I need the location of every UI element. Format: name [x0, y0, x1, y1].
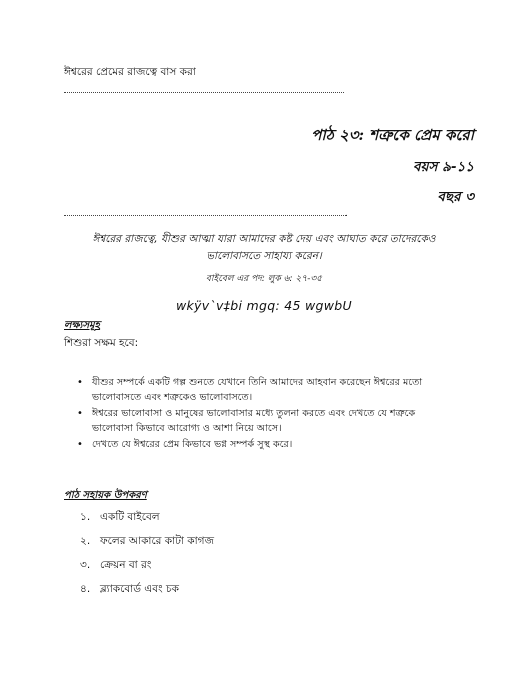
material-text: ফলের আকারে কাটা কাগজ	[100, 535, 214, 547]
list-item	[77, 376, 452, 405]
bullet-icon: •	[77, 439, 83, 450]
objective-text: ঈশ্বরের ভালোবাসা ও মানুষের ভালোবাসার মধ্যে তুলনা করতে এবং দেখতে যে শত্রুকে ভালোবাসা কিভাবে আরোগ্য ও আশা নিয়ে আসে।	[92, 408, 416, 434]
material-text: ব্ল্যাকবোর্ড এবং চক	[100, 583, 179, 595]
list-item	[80, 582, 214, 606]
item-number: ৩.	[80, 559, 91, 571]
lesson-duration: wkÿv`v‡bi mgq: 45 wgwbU	[175, 298, 352, 313]
objective-text: যীশুর সম্পর্কে একটি গল্প শুনতে যেখানে তিনি আমাদের আহবান করেছেন ঈশ্বরের মতো ভালোবাসতে এবং শত্রুকেও ভালোবাসতে।	[92, 377, 423, 403]
separator-end-mark: .	[345, 209, 348, 219]
list-item	[80, 510, 214, 534]
age-range: বয়স ৯-১১	[413, 159, 474, 175]
materials-heading: পাঠ সহায়ক উপকরণ	[64, 490, 147, 501]
list-item	[77, 407, 452, 436]
bullet-icon: •	[77, 377, 83, 388]
bible-reference: বাইবেল এর পদ: লুক ৬: ২৭-৩৫	[205, 274, 323, 284]
list-item	[80, 558, 214, 582]
objectives-heading: লক্ষ্যসমূহ	[64, 320, 100, 331]
objectives-list	[77, 376, 452, 455]
item-number: ৪.	[80, 583, 91, 595]
item-number: ২.	[80, 535, 91, 547]
material-text: একটি বাইবেল	[100, 511, 160, 523]
item-number: ১.	[80, 511, 91, 523]
materials-list	[80, 510, 214, 606]
objectives-intro: শিশুরা সক্ষম হবে:	[64, 337, 139, 349]
lesson-summary: ঈশ্বরের রাজত্বে, যীশুর আত্মা যারা আমাদের কষ্ট দেয় এবং আঘাত করে তাদেরকেও ভালোবাসতে সাহায্য করেন।	[92, 233, 436, 262]
year-label: বছর ৩	[437, 189, 474, 205]
dotted-separator	[64, 215, 346, 216]
lesson-title: পাঠ ২৩: শত্রুকে প্রেম করো	[311, 126, 474, 144]
material-text: ক্রেয়ন বা রং	[100, 559, 152, 571]
list-item	[80, 534, 214, 558]
list-item	[77, 438, 452, 453]
document-header: ঈশ্বরের প্রেমের রাজত্বে বাস করা	[64, 66, 196, 78]
dotted-separator	[64, 92, 344, 93]
objective-text: দেখতে যে ঈশ্বরের প্রেম কিভাবে ভগ্ন সম্পর্ক সুস্থ করে।	[92, 439, 293, 450]
bullet-icon: •	[77, 408, 83, 419]
